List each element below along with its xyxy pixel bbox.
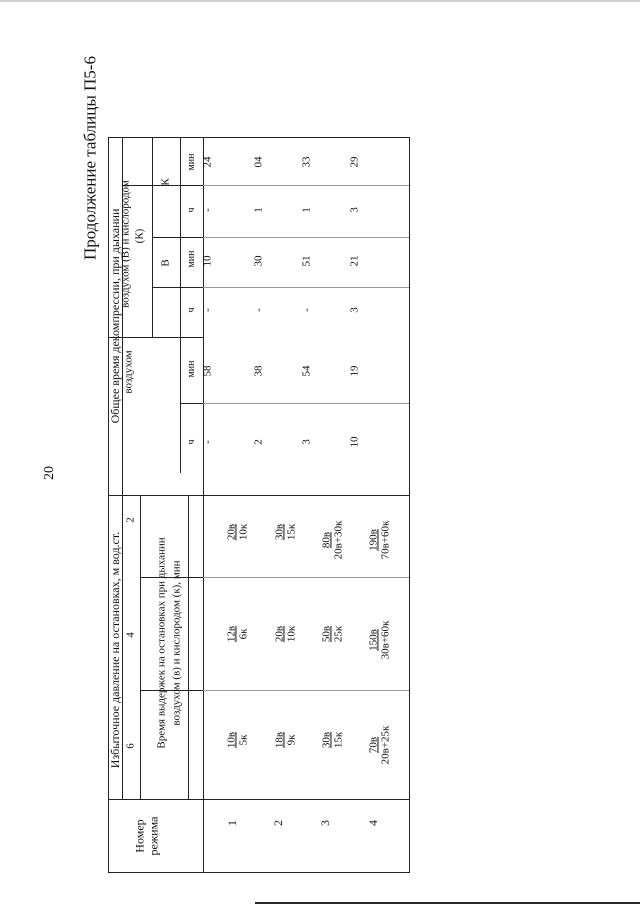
row3-p6: 30в 15к [320,731,344,749]
mode-4: 4 [366,820,380,826]
row2-p6: 18в 9к [273,731,297,749]
row1-b-hours: - [201,308,214,312]
hold-time-caption-line2: воздухом (в) и кислородом (к), мин [170,560,183,726]
row2-k-minutes: 04 [252,156,265,168]
minutes-header-b: мин [186,250,197,268]
hours-header-k: ч [186,207,197,213]
mode-3: 3 [318,820,332,826]
mode-1: 1 [225,820,239,826]
row1-p2: 20в 10к [225,523,249,541]
row3-k-hours: 1 [300,207,313,213]
mode-2: 2 [271,820,285,826]
row3-b-hours: - [300,308,313,312]
oxygen-sub-header: К [159,178,172,186]
row3-k-minutes: 33 [300,156,313,168]
table-continuation-title: Продолжение таблицы П5-6 [80,56,100,260]
pressure-header: Избыточное давление на остановках, м вод.ст. [108,531,122,769]
pressure-col-2: 2 [124,517,137,523]
air-header: воздухом [122,350,135,394]
row1-k-hours: - [201,208,214,212]
row1-k-minutes: 24 [201,156,214,168]
pressure-col-4: 4 [124,632,137,638]
total-time-header: Общее время декомпрессии, при дыхании [108,208,122,424]
page-number: 20 [42,466,57,480]
scan-edge-bottom [255,902,640,904]
row3-air-hours: 3 [300,439,313,445]
row2-air-hours: 2 [252,439,265,445]
row4-air-minutes: 19 [348,365,361,377]
row3-air-minutes: 54 [300,365,313,377]
minutes-header-air: мин [186,360,197,378]
scan-edge-top [0,0,640,2]
row3-b-minutes: 51 [300,255,313,267]
row2-p4: 20в 10к [273,625,297,643]
pressure-col-6: 6 [124,743,137,749]
hours-header-b: ч [186,307,197,313]
row3-p2: 80в 20в+30к [320,520,344,560]
row1-b-minutes: 10 [201,255,214,267]
hours-header-air: ч [186,439,197,445]
row4-p6: 70в 20в+25к [367,725,391,765]
row2-b-hours: - [252,308,265,312]
row4-k-minutes: 29 [348,156,361,168]
row4-k-hours: 3 [348,207,361,213]
row1-air-hours: - [201,440,214,444]
air-oxygen-header-line2: (К) [133,228,146,244]
row1-p6: 10в 5к [225,731,249,749]
row2-air-minutes: 38 [252,365,265,377]
row4-p4: 150в 30в+60к [367,620,391,660]
row3-p4: 50в 25к [320,625,344,643]
row1-air-minutes: 58 [201,365,214,377]
hold-time-caption-line1: Время выдержек на остановках при дыхании [155,537,168,749]
row2-b-minutes: 30 [252,255,265,267]
row4-b-hours: 3 [348,307,361,313]
row4-air-hours: 10 [348,436,361,448]
row4-p2: 190в 70в+60к [367,520,391,560]
row1-p4: 12в 6к [225,625,249,643]
air-oxygen-header-line1: воздухом (В) и кислородом [119,180,132,308]
mode-number-header: Номер режима [132,816,161,856]
minutes-header-k: мин [186,153,197,171]
row2-p2: 30в 15к [273,523,297,541]
row2-k-hours: 1 [252,207,265,213]
air-sub-header: В [159,259,172,267]
row4-b-minutes: 21 [348,255,361,267]
